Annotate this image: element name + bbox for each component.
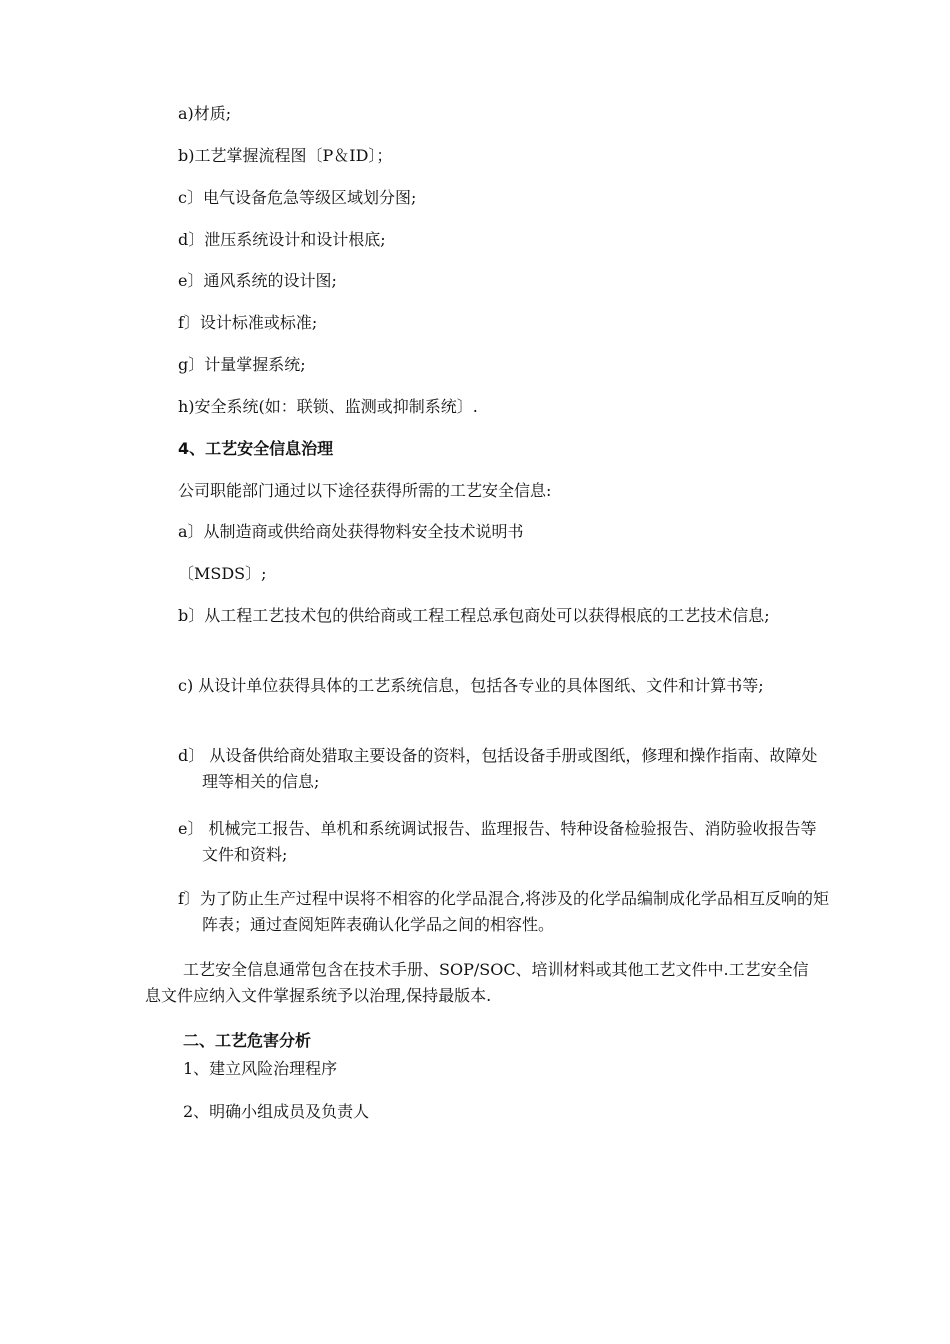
list-item-h: h)安全系统(如：联锁、监测或抑制系统〕.: [178, 397, 478, 416]
section-2-item-2: 2、明确小组成员及负责人: [183, 1102, 370, 1121]
list-item-a: a)材质;: [178, 104, 232, 123]
list-item-f: f〕设计标准或标准;: [178, 313, 318, 332]
section-4-heading: 4、工艺安全信息治理: [178, 439, 334, 458]
list-item-e: e〕通风系统的设计图;: [178, 271, 337, 290]
list-item-g: g〕计量掌握系统;: [178, 355, 306, 374]
section-4-summary: 工艺安全信息通常包含在技术手册、SOP/SOC、培训材料或其他工艺文件中.工艺安全信息文件应纳入文件掌握系统予以治理,保持最版本.: [145, 960, 809, 1005]
source-item-a-cont: 〔MSDS〕;: [178, 564, 267, 583]
source-item-a: a〕从制造商或供给商处获得物料安全技术说明书: [178, 522, 524, 541]
source-item-f: f〕为了防止生产过程中误将不相容的化学品混合,将涉及的化学品编制成化学品相互反响的矩阵表；通过查阅矩阵表确认化学品之间的相容性。: [178, 889, 830, 934]
list-item-b: b)工艺掌握流程图〔P＆ID〕；: [178, 146, 393, 165]
source-item-e: e〕 机械完工报告、单机和系统调试报告、监理报告、特种设备检验报告、消防验收报告等文件和资料;: [178, 819, 817, 864]
source-item-d: d〕 从设备供给商处猎取主要设备的资料，包括设备手册或图纸，修理和操作指南、故障处理等相关的信息;: [178, 746, 818, 791]
list-item-d: d〕泄压系统设计和设计根底;: [178, 230, 386, 249]
section-4-intro: 公司职能部门通过以下途径获得所需的工艺安全信息:: [178, 481, 552, 500]
section-2-item-1: 1、建立风险治理程序: [183, 1059, 338, 1078]
source-item-c: c) 从设计单位获得具体的工艺系统信息，包括各专业的具体图纸、文件和计算书等;: [178, 676, 764, 695]
list-item-c: c〕电气设备危急等级区域划分图;: [178, 188, 417, 207]
source-item-b: b〕从工程工艺技术包的供给商或工程工程总承包商处可以获得根底的工艺技术信息;: [178, 606, 770, 625]
section-2-heading: 二、工艺危害分析: [183, 1031, 312, 1050]
